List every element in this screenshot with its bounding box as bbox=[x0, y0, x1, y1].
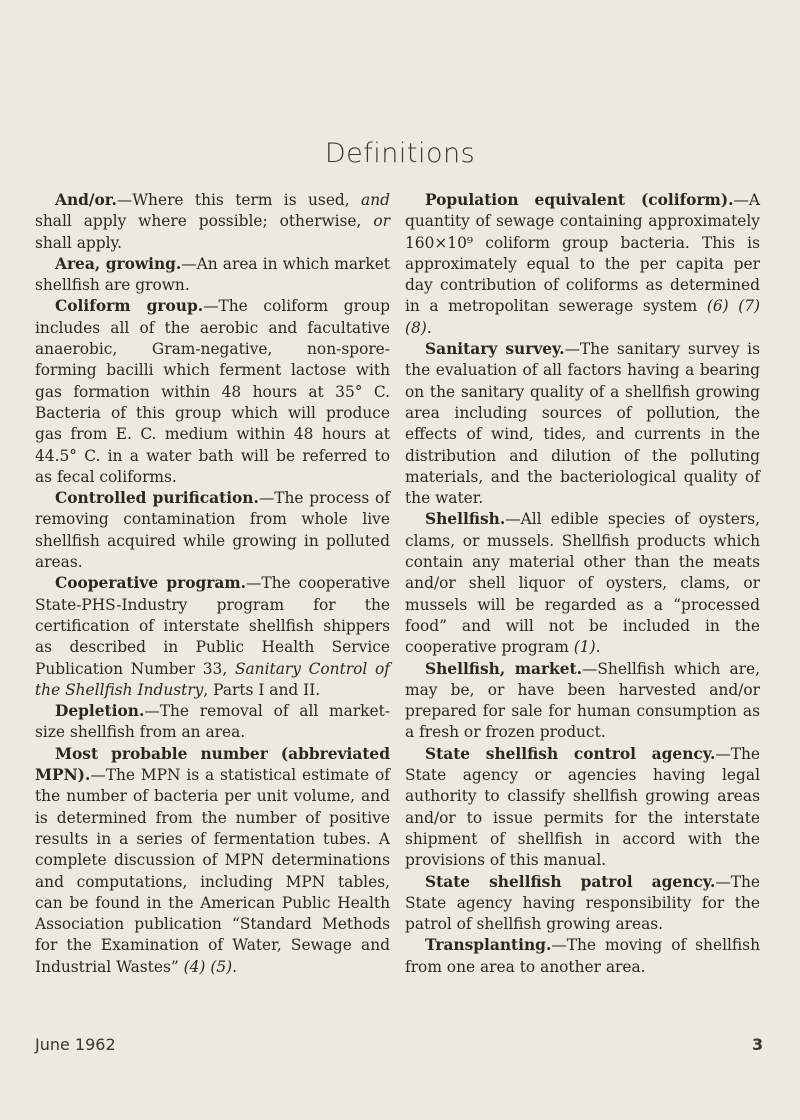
definition-entry: Shellfish, market.—Shellfish which are, may be, or have been harvested and/or prepared for sale for human consumption as a fresh or frozen product. bbox=[405, 659, 760, 742]
definition-entry: Population equivalent (coliform).—A quantity of sewage containing approximately 160×10⁹ coliform group bacteria. This is approximately equal to the per capita per day contribution of coliforms as determined in a metropolitan sewerage system (6) (7) (8). bbox=[405, 191, 760, 337]
definition-term: Population equivalent (coliform). bbox=[425, 191, 734, 209]
definition-term: State shellfish patrol agency. bbox=[425, 872, 716, 891]
definition-entry: Coliform group.—The coliform group includes all of the aerobic and facultative anaerobic, Gram-negative, non-spore-forming bacilli which ferment lactose with gas formation within 48 hours at 35° C. Bacteria of this group which will produce gas from E. C. medium within 48 hours at 44.5° C. in a water bath will be referred to as fecal coliforms. bbox=[35, 297, 390, 486]
definition-text: . bbox=[426, 318, 432, 337]
definition-text: , Parts I and II. bbox=[203, 680, 321, 699]
definition-term: Sanitary survey. bbox=[425, 340, 565, 359]
definition-term: Shellfish, market. bbox=[425, 659, 582, 678]
definition-term: Depletion. bbox=[55, 702, 145, 721]
definition-text: The cooperative State-PHS-Industry program for the certification of interstate shellfish shippers as described in Public Health Service Publication Number 33, bbox=[35, 574, 390, 678]
definition-entry: State shellfish control agency.—The State agency or agencies having legal authority to classify shellfish growing areas and/or to issue permits for the interstate shipment of shellfish in accord with the provisions of this manual. bbox=[405, 744, 760, 870]
right-column bbox=[405, 190, 760, 978]
definition-text: The process of removing contamination from whole live shellfish acquired while growing in polluted areas. bbox=[35, 489, 390, 572]
left-column bbox=[35, 190, 390, 978]
definition-entry: And/or.—Where this term is used, and shall apply where possible; otherwise, or shall apply. bbox=[35, 191, 390, 252]
definition-entry: Sanitary survey.—The sanitary survey is the evaluation of all factors having a bearing on the sanitary quality of a shellfish growing area including sources of pollution, the effects of wind, tides, and currents in the distribution and dilution of the polluting materials, and the bacteriological quality of the water. bbox=[405, 340, 760, 508]
definition-term: Transplanting. bbox=[425, 936, 552, 955]
definition-text: . bbox=[595, 638, 601, 657]
definition-term: Controlled purification. bbox=[55, 489, 259, 508]
definition-text: shall apply where possible; otherwise, bbox=[35, 212, 374, 231]
definition-text: An area in which market shellfish are grown. bbox=[35, 254, 390, 295]
definition-text: and bbox=[361, 191, 390, 209]
definition-term: State shellfish control agency. bbox=[425, 744, 716, 763]
definition-text: Sanitary Control of the Shellfish Industry bbox=[35, 659, 390, 699]
definition-text: (1) bbox=[573, 638, 596, 657]
definition-entry: Most probable number (abbreviated MPN).—The MPN is a statistical estimate of the number of bacteria per unit volume, and is determined from the number of positive results in a series of fermentation tubes. A complete discussion of MPN determinations and computations, including MPN tables, can be found in the American Public Health Association publication “Standard Methods for the Examination of Water, Sewage and Industrial Wastes” (4) (5). bbox=[35, 744, 390, 976]
page-title: Definitions bbox=[324, 138, 476, 169]
definition-entry: Shellfish.—All edible species of oysters, clams, or mussels. Shellfish products which contain any material other than the meats and/or shell liquor of oysters, clams, or mussels will be regarded as a “processed food” and will not be included in the cooperative program (1). bbox=[405, 510, 760, 657]
definition-text: The MPN is a statistical estimate of the number of bacteria per unit volume, and is determined from the number of positive results in a series of fermentation tubes. A complete discussion of MPN determinations and computations, including MPN tables, can be found in the American Public Health Association publication “Standard Methods for the Examination of Water, Sewage and Industrial Wastes” bbox=[35, 766, 390, 976]
page-number: 3 bbox=[752, 1035, 764, 1054]
definition-term: Coliform group. bbox=[55, 297, 204, 316]
definition-text: Where this term is used, bbox=[132, 191, 362, 209]
definition-term: Most probable number (abbreviated MPN). bbox=[35, 744, 390, 785]
definition-text: (4) (5) bbox=[183, 957, 233, 976]
definition-text: The removal of all market-size shellfish from an area. bbox=[35, 702, 390, 742]
footer-date: June 1962 bbox=[35, 1035, 116, 1054]
definition-term: Area, growing. bbox=[55, 254, 182, 273]
definition-text: or bbox=[373, 212, 390, 231]
definition-text: (6) (7) (8) bbox=[405, 297, 760, 337]
definition-entry: State shellfish patrol agency.—The State agency having responsibility for the patrol of shellfish growing areas. bbox=[405, 872, 760, 934]
definition-text: shall apply. bbox=[35, 233, 123, 252]
definition-text: The State agency or agencies having legal authority to classify shellfish growing areas and/or to issue permits for the interstate shipment of shellfish in accord with the provisions of this manual. bbox=[405, 744, 760, 870]
definition-term: And/or. bbox=[55, 191, 117, 209]
definition-text: The moving of shellfish from one area to another area. bbox=[405, 936, 760, 976]
definition-text: All edible species of oysters, clams, or mussels. Shellfish products which contain any material other than the meats and/or shell liquor of oysters, clams, or mussels will be regarded as a “processed food” and will not be included in the cooperative program bbox=[405, 510, 760, 657]
definition-text: The coliform group includes all of the aerobic and facultative anaerobic, Gram-negative, non-spore-forming bacilli which ferment lactose with gas formation within 48 hours at 35° C. Bacteria of this group which will produce gas from E. C. medium within 48 hours at 44.5° C. in a water bath will be referred to as fecal coliforms. bbox=[35, 297, 390, 486]
definition-text: Shellfish which are, may be, or have been harvested and/or prepared for sale for human consumption as a fresh or frozen product. bbox=[405, 659, 760, 742]
definition-text: A quantity of sewage containing approximately 160×10⁹ coliform group bacteria. This is approximately equal to the per capita per day contribution of coliforms as determined in a metropolitan sewerage system bbox=[405, 191, 760, 316]
definition-entry: Cooperative program.—The cooperative State-PHS-Industry program for the certification of interstate shellfish shippers as described in Public Health Service Publication Number 33, Sanitary Control of the Shellfish Industry, Parts I and II. bbox=[35, 574, 390, 699]
definition-text: The State agency having responsibility for the patrol of shellfish growing areas. bbox=[405, 872, 760, 934]
definition-entry: Controlled purification.—The process of removing contamination from whole live shellfish acquired while growing in polluted areas. bbox=[35, 489, 390, 572]
definition-term: Shellfish. bbox=[425, 510, 506, 529]
definition-text: . bbox=[232, 957, 238, 976]
definition-entry: Depletion.—The removal of all market-size shellfish from an area. bbox=[35, 702, 390, 742]
definition-entry: Area, growing.—An area in which market shellfish are grown. bbox=[35, 254, 390, 295]
definition-entry: Transplanting.—The moving of shellfish from one area to another area. bbox=[405, 936, 760, 976]
definition-text: The sanitary survey is the evaluation of all factors having a bearing on the sanitary quality of a shellfish growing area including sources of pollution, the effects of wind, tides, and currents in the distribution and dilution of the polluting materials, and the bacteriological quality of the water. bbox=[405, 340, 760, 508]
definition-term: Cooperative program. bbox=[55, 574, 246, 593]
